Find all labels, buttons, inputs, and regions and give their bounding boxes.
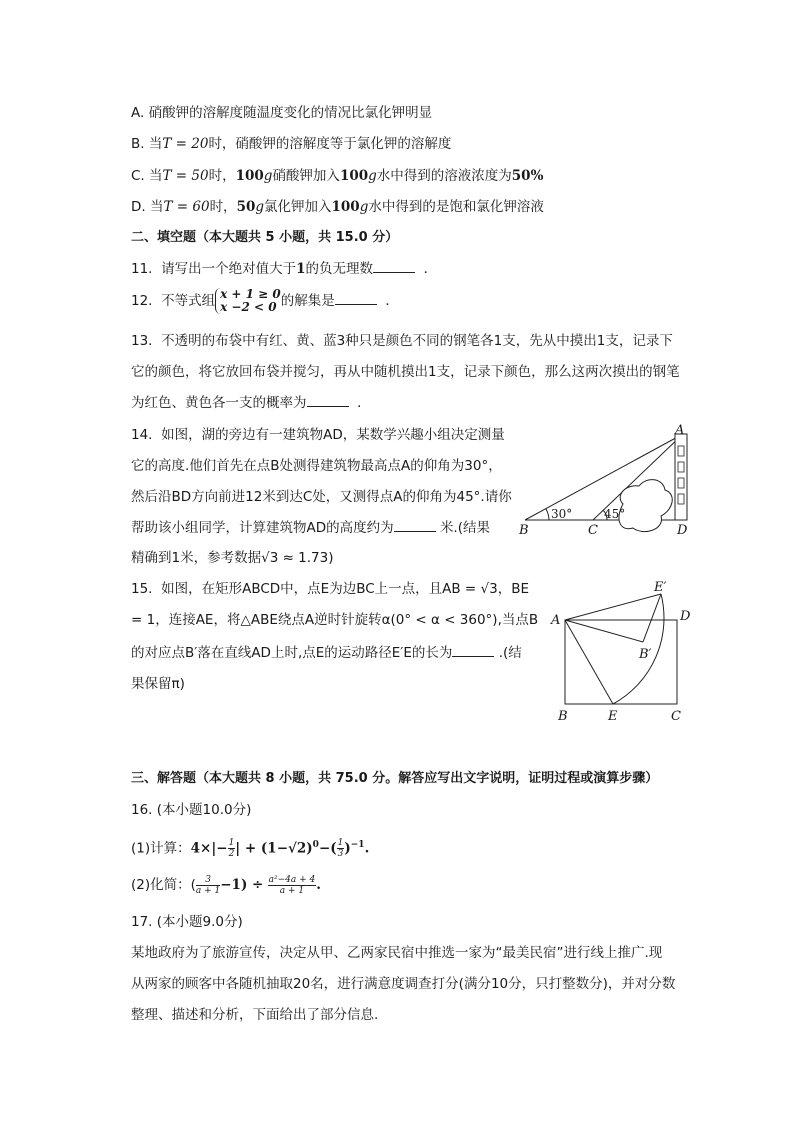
option-b: B. 当T = 20时，硝酸钾的溶解度等于氯化钾的溶解度 xyxy=(131,136,452,152)
label-b: B xyxy=(558,709,568,724)
label-d: D xyxy=(680,609,691,624)
fraction-3-over-a-plus-1: $\frac{3}{a + 1}$ xyxy=(195,874,221,896)
segment-ae1 xyxy=(565,594,661,620)
building xyxy=(675,434,687,520)
option-d: D. 当T = 60时，50g氯化钾加入100g水中得到的是饱和氯化钾溶液 xyxy=(131,199,544,215)
question-17-heading: 17. (本小题9.0分) xyxy=(131,914,243,930)
fraction-one-half: $\frac{1}{2}$ xyxy=(228,838,235,859)
question-15-line2: = 1，连接AE，将△ABE绕点A逆时针旋转α(0° < α < 360°),当点B xyxy=(131,612,539,628)
label-a: A xyxy=(551,613,561,628)
label-d: D xyxy=(677,523,688,538)
angle-30: 30° xyxy=(551,507,573,521)
option-c: C. 当T = 50时，100g硝酸钾加入100g水中得到的溶液浓度为50% xyxy=(131,168,544,184)
label-e: E xyxy=(608,709,618,724)
angle-arc-b xyxy=(546,509,549,520)
question-17-line3: 整理、描述和分析，下面给出了部分信息. xyxy=(131,1007,379,1023)
question-11: 11. 请写出一个绝对值大于1的负无理数 ． xyxy=(131,261,438,277)
question-16-part2: (2)化简：( $\frac{3}{a + 1}$ −1) ÷ $\frac{\text{a²−4a + 4}}{a + 1}$ . xyxy=(131,874,321,896)
figure-rectangle-rotation xyxy=(548,578,698,726)
label-c: C xyxy=(671,709,681,724)
option-a: A. 硝酸钾的溶解度随温度变化的情况比氯化钾明显 xyxy=(131,105,433,121)
segment-ab1 xyxy=(565,620,643,642)
label-c: C xyxy=(588,523,598,538)
question-16-heading: 16. (本小题10.0分) xyxy=(131,802,252,818)
question-15-line3: 的对应点B′落在直线AD上时,点E的运动路径E′E的长为 .(结 xyxy=(131,645,522,661)
section-2-title: 二、填空题（本大题共 5 小题，共 15.0 分） xyxy=(131,230,399,245)
lake xyxy=(619,480,672,532)
segment-b1e1 xyxy=(643,594,661,642)
answer-blank-11[interactable] xyxy=(373,260,415,273)
question-14-line4: 帮助该小组同学，计算建筑物AD的高度约为 米.(结果 xyxy=(131,520,490,536)
question-14-line5: 精确到1米，参考数据√3 ≈ 1.73) xyxy=(131,550,334,566)
label-a: A xyxy=(675,424,685,438)
fraction-one-third: $\frac{1}{3}$ xyxy=(337,838,344,859)
question-14-line3: 然后沿BD方向前进12米到达C处，又测得点A的仰角为45°.请你 xyxy=(131,489,512,505)
label-e1: E′ xyxy=(654,580,667,595)
question-17-line1: 某地政府为了旅游宣传，决定从甲、乙两家民宿中推选一家为“最美民宿”进行线上推广.现 xyxy=(131,945,663,961)
rectangle-abcd xyxy=(565,620,677,704)
inequality-system: x + 1 ≥ 0 x −2 < 0 xyxy=(215,288,281,314)
figure-building-lake xyxy=(515,424,700,539)
question-12: 12. 不等式组 x + 1 ≥ 0 x −2 < 0 的解集是 ． xyxy=(131,287,399,314)
label-b1: B′ xyxy=(639,647,652,662)
question-14-line2: 它的高度.他们首先在点B处测得建筑物最高点A的仰角为30°， xyxy=(131,458,502,474)
answer-blank-14[interactable] xyxy=(394,519,436,532)
answer-blank-13[interactable] xyxy=(307,394,349,407)
section-3-title: 三、解答题（本大题共 8 小题，共 75.0 分。解答应写出文字说明，证明过程或演算步骤） xyxy=(131,771,659,786)
question-16-part1: (1)计算：4×|− $\frac{1}{2}$ | + $(1-√2)^0-$( $\frac{1}{3}$ )$^{-1}$. xyxy=(131,838,370,859)
segment-ae xyxy=(565,620,613,704)
answer-blank-12[interactable] xyxy=(335,292,377,305)
question-13-line3: 为红色、黄色各一支的概率为 ． xyxy=(131,395,371,411)
question-14-line1: 14. 如图，湖的旁边有一建筑物AD，某数学兴趣小组决定测量 xyxy=(131,427,505,443)
question-15-line4: 果保留π) xyxy=(131,676,185,692)
answer-blank-15[interactable] xyxy=(452,644,494,657)
question-13-line1: 13. 不透明的布袋中有红、黄、蓝3种只是颜色不同的钢笔各1支，先从中摸出1支，记录下 xyxy=(131,333,673,349)
fraction-quadratic-over-a-plus-1: $\frac{\text{a²−4a + 4}}{a + 1}$ xyxy=(268,874,316,896)
label-b: B xyxy=(519,523,529,538)
question-17-line2: 从两家的顾客中各随机抽取20名，进行满意度调查打分(满分10分，只打整数分)，并对分数 xyxy=(131,976,676,992)
question-15-line1: 15. 如图，在矩形ABCD中，点E为边BC上一点，且AB = √3，BE xyxy=(131,581,530,597)
angle-45: 45° xyxy=(604,507,626,521)
question-13-line2: 它的颜色，将它放回布袋并搅匀，再从中随机摸出1支，记录下颜色，那么这两次摸出的钢笔 xyxy=(131,364,680,380)
